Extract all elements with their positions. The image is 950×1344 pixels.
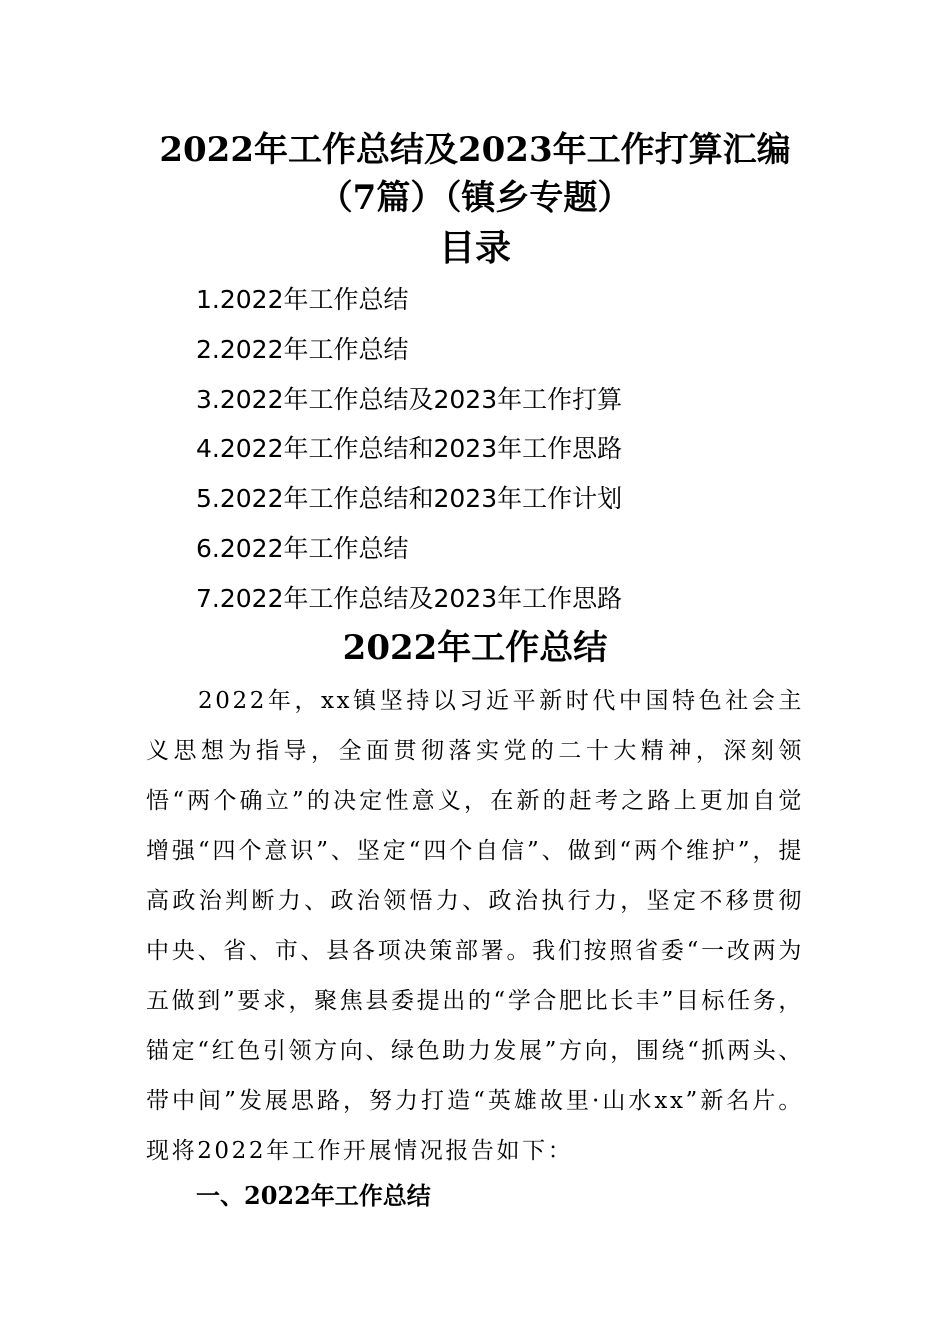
toc-item[interactable]: 2.2022年工作总结: [196, 334, 409, 364]
toc-heading: 目录: [438, 227, 511, 269]
sub-heading: 一、2022年工作总结: [196, 1181, 431, 1210]
table-of-contents: [196, 282, 816, 631]
toc-item[interactable]: 1.2022年工作总结: [196, 285, 409, 314]
toc-item[interactable]: 5.2022年工作总结和2023年工作计划: [196, 484, 623, 514]
toc-item[interactable]: 6.2022年工作总结: [196, 533, 409, 563]
document-title-line1: 2022年工作总结及2023年工作打算汇编: [159, 130, 791, 170]
toc-item[interactable]: 7.2022年工作总结及2023年工作思路: [196, 583, 623, 613]
section-title: 2022年工作总结: [342, 628, 608, 668]
toc-item[interactable]: 4.2022年工作总结和2023年工作思路: [196, 434, 623, 464]
toc-item[interactable]: 3.2022年工作总结及2023年工作打算: [196, 384, 623, 414]
body-paragraph: 2022年，xx镇坚持以习近平新时代中国特色社会主义思想为指导，全面贯彻落实党的二十大精神，深刻领悟“两个确立”的决定性意义，在新的赶考之路上更加自觉增强“四个意识”、坚定“四个自信”、做到“两个维护”，提高政治判断力、政治领悟力、政治执行力，坚定不移贯彻中央、省、市、县各项决策部署。我们按照省委“一改两为五做到”要求，聚焦县委提出的“学合肥比长丰”目标任务，锚定“红色引领方向、绿色助力发展”方向，围绕“抓两头、带中间”发展思路，努力打造“英雄故里·山水xx”新名片。现将2022年工作开展情况报告如下：: [146, 688, 804, 1164]
document-title-line2: （7篇）（镇乡专题）: [318, 178, 632, 218]
